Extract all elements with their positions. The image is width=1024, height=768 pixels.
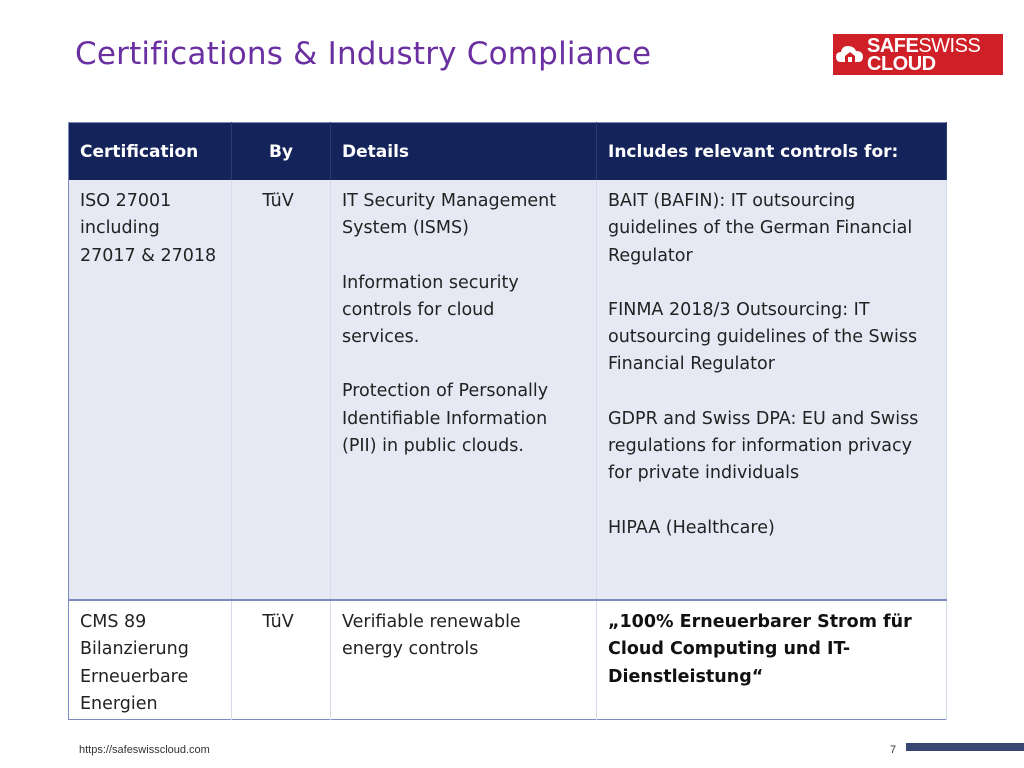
cell-certification bbox=[69, 600, 232, 720]
cell-line: BAIT (BAFIN): IT outsourcing bbox=[608, 191, 856, 211]
cell-line: HIPAA (Healthcare) bbox=[608, 517, 775, 538]
cell-line: Regulator bbox=[608, 245, 693, 266]
cell-line: CMS 89 bbox=[80, 612, 147, 632]
cell-by: TüV bbox=[232, 180, 331, 600]
cell-line: Financial Regulator bbox=[608, 354, 775, 375]
cell-line: Information security bbox=[342, 272, 519, 293]
cell-line: System (ISMS) bbox=[342, 218, 469, 239]
logo-word-safe: SAFE bbox=[867, 34, 919, 57]
footer-accent-bar bbox=[906, 743, 1024, 751]
cell-line: GDPR and Swiss DPA: EU and Swiss bbox=[608, 408, 919, 429]
cell-line: 27017 & 27018 bbox=[80, 245, 217, 266]
logo-word-swiss: SWISS bbox=[918, 34, 981, 57]
cell-line: services. bbox=[342, 327, 420, 348]
header-details: Details bbox=[331, 123, 597, 181]
safeswisscloud-logo bbox=[833, 34, 1003, 75]
cell-certification bbox=[69, 180, 232, 600]
cell-line: outsourcing guidelines of the Swiss bbox=[608, 327, 918, 348]
cell-line: IT Security Management bbox=[342, 191, 557, 211]
cell-line: energy controls bbox=[342, 639, 479, 660]
cell-line: Energien bbox=[80, 693, 158, 714]
cell-controls bbox=[597, 180, 947, 600]
cell-line: for private individuals bbox=[608, 463, 800, 484]
cell-line: (PII) in public clouds. bbox=[342, 436, 524, 457]
cell-controls bbox=[597, 600, 947, 720]
cell-by: TüV bbox=[232, 600, 331, 720]
cell-details bbox=[331, 180, 597, 600]
cloud-house-icon bbox=[833, 34, 867, 75]
cell-line: including bbox=[80, 218, 160, 239]
cell-line: Verifiable renewable bbox=[342, 612, 521, 632]
header-certification: Certification bbox=[69, 123, 232, 181]
table-row bbox=[69, 180, 947, 600]
page-number: 7 bbox=[890, 744, 897, 756]
cell-line: ISO 27001 bbox=[80, 191, 172, 211]
cell-line: „100% Erneuerbarer Strom für bbox=[608, 612, 912, 632]
cell-line: guidelines of the German Financial bbox=[608, 218, 913, 239]
cell-line: Identifiable Information bbox=[342, 408, 548, 429]
cell-line: FINMA 2018/3 Outsourcing: IT bbox=[608, 299, 870, 320]
cell-line: Cloud Computing und IT- bbox=[608, 639, 851, 660]
cell-line: Bilanzierung bbox=[80, 639, 189, 660]
cell-line: regulations for information privacy bbox=[608, 436, 912, 457]
header-controls: Includes relevant controls for: bbox=[597, 123, 947, 181]
cell-line: Erneuerbare bbox=[80, 666, 189, 687]
cell-line: controls for cloud bbox=[342, 299, 495, 320]
table-row bbox=[69, 600, 947, 720]
logo-word-cloud: CLOUD bbox=[867, 52, 936, 75]
header-by: By bbox=[232, 123, 331, 181]
cell-details bbox=[331, 600, 597, 720]
cell-line: Protection of Personally bbox=[342, 381, 549, 402]
footer-url-link[interactable]: https://safeswisscloud.com bbox=[79, 744, 210, 756]
table-header-row bbox=[69, 123, 947, 181]
certifications-table bbox=[68, 122, 947, 720]
cell-line: Dienstleistung“ bbox=[608, 666, 764, 687]
slide-title: Certifications & Industry Compliance bbox=[75, 36, 652, 72]
